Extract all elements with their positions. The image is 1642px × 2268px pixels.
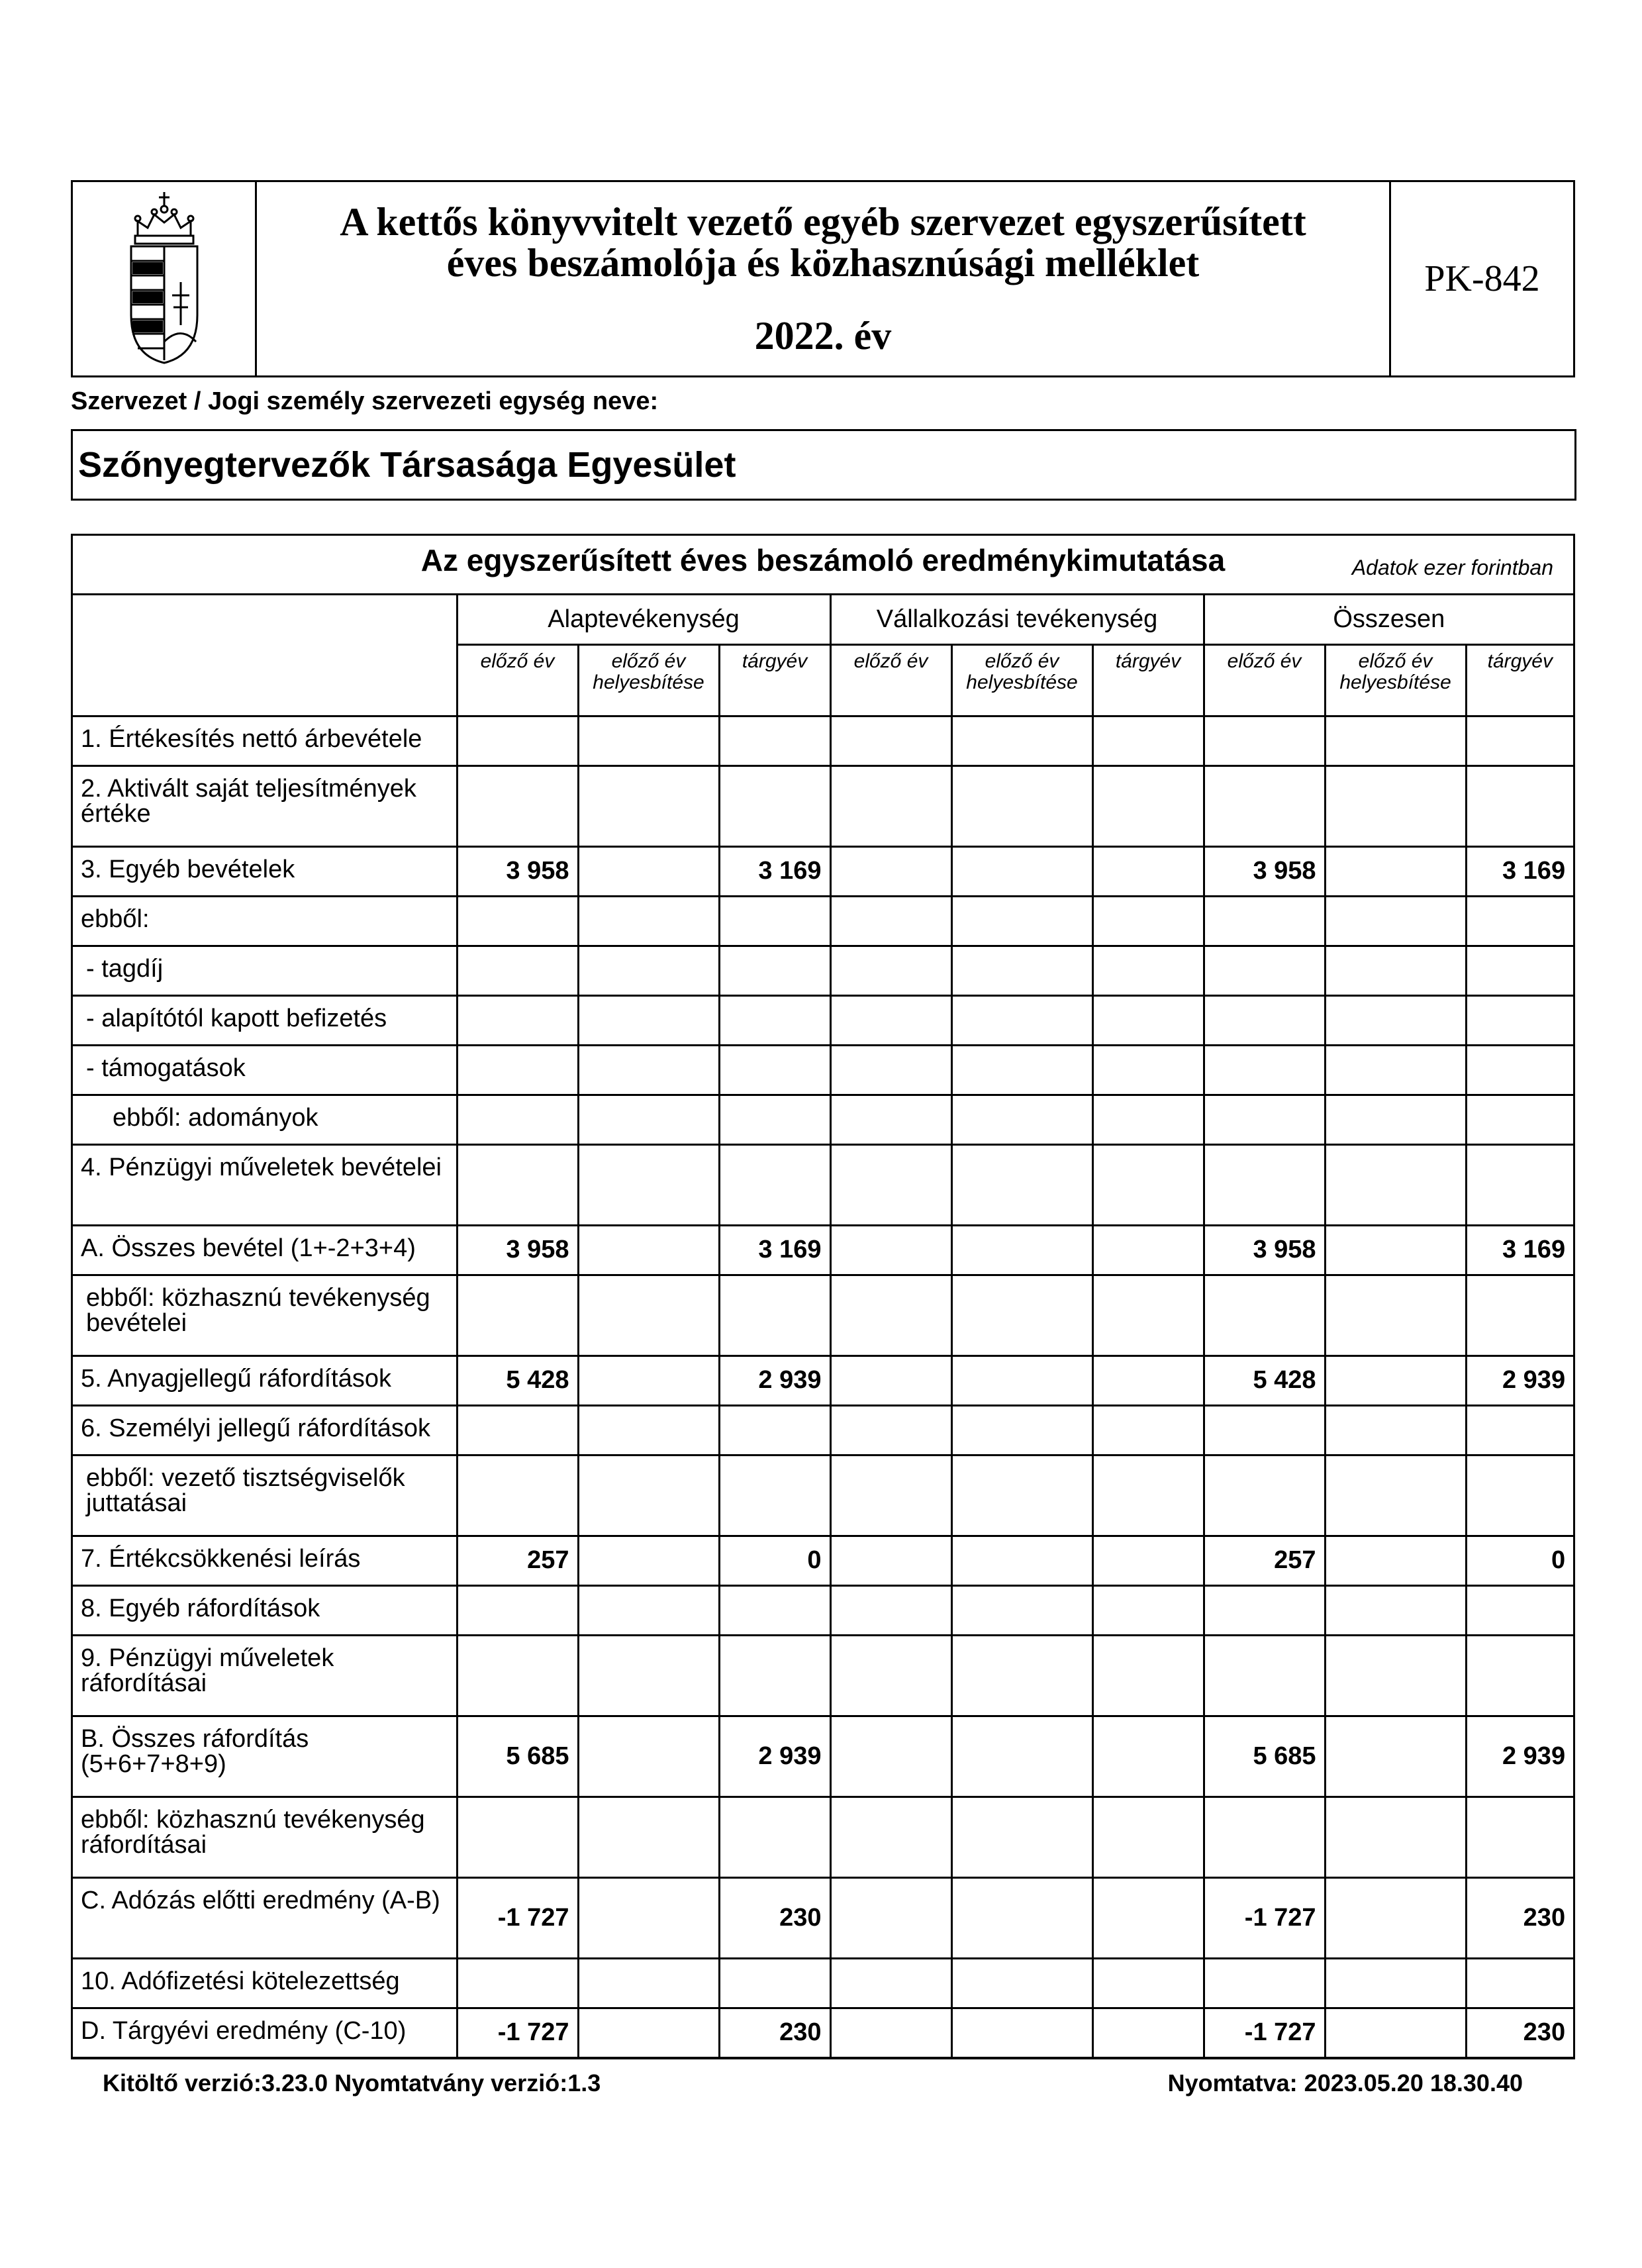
value-cell — [951, 1536, 1092, 1585]
table-row — [73, 716, 1573, 765]
value-cell — [719, 896, 830, 946]
value-cell — [830, 946, 951, 995]
value-cell — [719, 765, 830, 846]
value-cell — [951, 2008, 1092, 2057]
value-cell — [830, 896, 951, 946]
organization-label: Szervezet / Jogi személy szervezeti egység neve: — [71, 387, 659, 415]
value-cell — [1092, 1405, 1204, 1455]
value-cell — [1325, 995, 1466, 1045]
table-row — [73, 1877, 1573, 1958]
value-cell — [1466, 1405, 1573, 1455]
value-cell: 3 958 — [1204, 846, 1325, 896]
value-cell: 3 958 — [457, 846, 578, 896]
value-cell — [830, 846, 951, 896]
row-label: A. Összes bevétel (1+-2+3+4) — [73, 1225, 457, 1275]
value-cell — [1092, 1958, 1204, 2008]
value-cell — [1325, 1225, 1466, 1275]
value-cell — [719, 1797, 830, 1877]
crest-cell — [73, 182, 257, 375]
value-cell — [1204, 1405, 1325, 1455]
value-cell — [1092, 1635, 1204, 1716]
value-cell — [457, 1455, 578, 1536]
value-cell: -1 727 — [457, 2008, 578, 2057]
value-cell: 230 — [1466, 1877, 1573, 1958]
value-cell — [1325, 1797, 1466, 1877]
value-cell — [830, 1877, 951, 1958]
value-cell — [830, 1045, 951, 1095]
table-row — [73, 1045, 1573, 1095]
value-cell — [1466, 896, 1573, 946]
subheader-elozo-ev: előző év — [457, 644, 578, 716]
value-cell — [1092, 1225, 1204, 1275]
statement-title: Az egyszerűsített éves beszámoló eredménykimutatása — [420, 543, 1226, 577]
value-cell — [1466, 716, 1573, 765]
value-cell — [830, 1144, 951, 1225]
value-cell — [457, 1045, 578, 1095]
value-cell — [578, 896, 719, 946]
value-cell — [951, 1797, 1092, 1877]
value-cell — [951, 765, 1092, 846]
value-cell: -1 727 — [457, 1877, 578, 1958]
value-cell — [578, 1405, 719, 1455]
value-cell: -1 727 — [1204, 1877, 1325, 1958]
value-cell — [951, 1635, 1092, 1716]
value-cell: 257 — [457, 1536, 578, 1585]
value-cell: 2 939 — [719, 1716, 830, 1797]
value-cell — [1325, 1455, 1466, 1536]
value-cell — [1466, 946, 1573, 995]
value-cell — [457, 1144, 578, 1225]
table-row — [73, 1536, 1573, 1585]
value-cell: 3 169 — [1466, 1225, 1573, 1275]
row-label: B. Összes ráfordítás (5+6+7+8+9) — [73, 1716, 457, 1797]
value-cell — [719, 1635, 830, 1716]
value-cell — [951, 995, 1092, 1045]
value-cell — [830, 1455, 951, 1536]
value-cell — [1466, 1455, 1573, 1536]
row-label: - tagdíj — [73, 946, 457, 995]
table-row — [73, 1958, 1573, 2008]
value-cell — [578, 1797, 719, 1877]
value-cell — [1466, 1635, 1573, 1716]
value-cell: 3 169 — [1466, 846, 1573, 896]
value-cell — [1325, 1405, 1466, 1455]
row-label: D. Tárgyévi eredmény (C-10) — [73, 2008, 457, 2057]
value-cell — [830, 1536, 951, 1585]
form-code: PK-842 — [1424, 258, 1540, 299]
value-cell — [1204, 896, 1325, 946]
value-cell — [1092, 1536, 1204, 1585]
version-info: Kitöltő verzió:3.23.0 Nyomtatvány verzió:1.3 — [103, 2069, 601, 2096]
value-cell — [1092, 846, 1204, 896]
value-cell — [719, 1455, 830, 1536]
value-cell — [951, 1405, 1092, 1455]
value-cell — [951, 1958, 1092, 2008]
table-row — [73, 1585, 1573, 1635]
organization-name: Szőnyegtervezők Társasága Egyesület — [71, 429, 1576, 501]
value-cell — [719, 1095, 830, 1144]
value-cell — [830, 716, 951, 765]
value-cell — [578, 716, 719, 765]
value-cell — [1092, 896, 1204, 946]
value-cell — [951, 896, 1092, 946]
value-cell — [830, 1635, 951, 1716]
value-cell — [1466, 1275, 1573, 1356]
value-cell — [1092, 765, 1204, 846]
value-cell — [830, 1356, 951, 1405]
value-cell — [1325, 716, 1466, 765]
value-cell: 230 — [1466, 2008, 1573, 2057]
value-cell — [719, 1144, 830, 1225]
value-cell — [578, 1144, 719, 1225]
value-cell — [1204, 1958, 1325, 2008]
value-cell — [830, 2008, 951, 2057]
value-cell — [830, 1225, 951, 1275]
value-cell — [578, 765, 719, 846]
value-cell — [578, 846, 719, 896]
group-header-alap: Alaptevékenység — [457, 595, 830, 644]
value-cell — [951, 946, 1092, 995]
value-cell — [1325, 1356, 1466, 1405]
value-cell — [578, 1356, 719, 1405]
table-row — [73, 1095, 1573, 1144]
value-cell — [578, 946, 719, 995]
value-cell — [1204, 716, 1325, 765]
value-cell: 5 685 — [1204, 1716, 1325, 1797]
value-cell — [1466, 1585, 1573, 1635]
value-cell — [830, 765, 951, 846]
group-header-osszesen: Összesen — [1204, 595, 1573, 644]
value-cell — [830, 1275, 951, 1356]
value-cell — [1325, 1275, 1466, 1356]
value-cell: 2 939 — [719, 1356, 830, 1405]
value-cell — [1204, 1635, 1325, 1716]
value-cell — [830, 1958, 951, 2008]
value-cell — [1204, 1144, 1325, 1225]
value-cell — [457, 946, 578, 995]
form-title-line2: éves beszámolója és közhasznúsági melléklet — [446, 241, 1200, 285]
value-cell: 230 — [719, 1877, 830, 1958]
value-cell — [1466, 995, 1573, 1045]
value-cell — [1466, 1797, 1573, 1877]
value-cell — [457, 896, 578, 946]
table-row — [73, 1225, 1573, 1275]
value-cell — [951, 1275, 1092, 1356]
value-cell — [578, 1958, 719, 2008]
value-cell — [951, 846, 1092, 896]
value-cell — [1092, 1797, 1204, 1877]
row-label: 5. Anyagjellegű ráfordítások — [73, 1356, 457, 1405]
subheader-elozo-ev: előző év — [830, 644, 951, 716]
value-cell — [951, 1144, 1092, 1225]
value-cell — [951, 1045, 1092, 1095]
value-cell — [719, 716, 830, 765]
value-cell — [830, 995, 951, 1045]
print-timestamp: Nyomtatva: 2023.05.20 18.30.40 — [1167, 2069, 1523, 2096]
income-statement — [71, 534, 1575, 2059]
value-cell: 5 685 — [457, 1716, 578, 1797]
value-cell — [578, 1275, 719, 1356]
form-year: 2022. év — [754, 314, 892, 358]
value-cell: 3 169 — [719, 846, 830, 896]
row-label: 9. Pénzügyi műveletek ráfordításai — [73, 1635, 457, 1716]
value-cell — [1092, 1716, 1204, 1797]
value-cell — [719, 1045, 830, 1095]
value-cell — [951, 1455, 1092, 1536]
group-header-vallalkozasi: Vállalkozási tevékenység — [830, 595, 1204, 644]
statement-title-bar — [73, 536, 1573, 595]
label-header-cell — [73, 595, 457, 716]
table-row — [73, 1455, 1573, 1536]
value-cell — [1325, 1536, 1466, 1585]
row-label: 2. Aktivált saját teljesítmények értéke — [73, 765, 457, 846]
value-cell — [1466, 765, 1573, 846]
table-row — [73, 765, 1573, 846]
value-cell — [1325, 1144, 1466, 1225]
value-cell: 3 958 — [1204, 1225, 1325, 1275]
value-cell — [1466, 1045, 1573, 1095]
value-cell — [1204, 765, 1325, 846]
value-cell — [951, 1877, 1092, 1958]
subheader-targyev: tárgyév — [719, 644, 830, 716]
value-cell — [1092, 1144, 1204, 1225]
value-cell: 3 169 — [719, 1225, 830, 1275]
value-cell: 5 428 — [457, 1356, 578, 1405]
table-row — [73, 2008, 1573, 2057]
row-label: - támogatások — [73, 1045, 457, 1095]
value-cell — [1325, 765, 1466, 846]
table-row — [73, 1356, 1573, 1405]
value-cell — [1204, 1797, 1325, 1877]
value-cell — [1092, 2008, 1204, 2057]
value-cell — [578, 1716, 719, 1797]
value-cell — [951, 1095, 1092, 1144]
value-cell — [719, 1275, 830, 1356]
row-label: 10. Adófizetési kötelezettség — [73, 1958, 457, 2008]
value-cell — [1325, 896, 1466, 946]
value-cell — [578, 1585, 719, 1635]
value-cell — [1325, 1095, 1466, 1144]
value-cell: -1 727 — [1204, 2008, 1325, 2057]
value-cell — [1325, 946, 1466, 995]
value-cell — [951, 1585, 1092, 1635]
value-cell — [719, 995, 830, 1045]
value-cell — [578, 1045, 719, 1095]
subheader-helyesbites: előző év helyesbítése — [1325, 644, 1466, 716]
value-cell — [457, 1095, 578, 1144]
subheader-targyev: tárgyév — [1092, 644, 1204, 716]
row-label: 6. Személyi jellegű ráfordítások — [73, 1405, 457, 1455]
subheader-helyesbites: előző év helyesbítése — [578, 644, 719, 716]
value-cell — [1325, 1635, 1466, 1716]
table-row — [73, 995, 1573, 1045]
statement-table — [73, 595, 1573, 2059]
value-cell — [457, 1797, 578, 1877]
value-cell — [457, 716, 578, 765]
form-title-cell — [257, 182, 1391, 375]
value-cell — [1204, 1585, 1325, 1635]
row-label: C. Adózás előtti eredmény (A-B) — [73, 1877, 457, 1958]
value-cell: 0 — [719, 1536, 830, 1585]
value-cell — [578, 1877, 719, 1958]
value-cell — [457, 995, 578, 1045]
value-cell — [578, 2008, 719, 2057]
table-row — [73, 1797, 1573, 1877]
value-cell — [1092, 1275, 1204, 1356]
value-cell: 2 939 — [1466, 1356, 1573, 1405]
value-cell — [457, 1635, 578, 1716]
row-label: ebből: adományok — [73, 1095, 457, 1144]
value-cell — [951, 1356, 1092, 1405]
value-cell — [1204, 1045, 1325, 1095]
value-cell — [1325, 1045, 1466, 1095]
row-label: 4. Pénzügyi műveletek bevételei — [73, 1144, 457, 1225]
value-cell: 5 428 — [1204, 1356, 1325, 1405]
value-cell — [1092, 1877, 1204, 1958]
row-label: - alapítótól kapott befizetés — [73, 995, 457, 1045]
value-cell — [1204, 995, 1325, 1045]
row-label: 1. Értékesítés nettó árbevétele — [73, 716, 457, 765]
row-label: ebből: közhasznú tevékenység ráfordításai — [73, 1797, 457, 1877]
value-cell — [951, 716, 1092, 765]
value-cell — [578, 1635, 719, 1716]
value-cell — [1204, 946, 1325, 995]
value-cell — [1092, 946, 1204, 995]
value-cell — [1092, 1455, 1204, 1536]
value-cell: 2 939 — [1466, 1716, 1573, 1797]
value-cell — [1204, 1455, 1325, 1536]
value-cell — [1466, 1144, 1573, 1225]
table-row — [73, 1635, 1573, 1716]
coat-of-arms-icon — [118, 189, 211, 368]
table-row — [73, 946, 1573, 995]
value-cell — [578, 1455, 719, 1536]
value-cell — [578, 1095, 719, 1144]
value-cell — [951, 1225, 1092, 1275]
table-row — [73, 896, 1573, 946]
value-cell — [1325, 846, 1466, 896]
value-cell — [830, 1095, 951, 1144]
unit-note: Adatok ezer forintban — [1351, 556, 1553, 579]
value-cell — [457, 765, 578, 846]
value-cell — [1204, 1095, 1325, 1144]
table-row — [73, 846, 1573, 896]
table-row — [73, 1405, 1573, 1455]
value-cell: 3 958 — [457, 1225, 578, 1275]
table-row — [73, 1716, 1573, 1797]
value-cell — [1325, 2008, 1466, 2057]
row-label: 8. Egyéb ráfordítások — [73, 1585, 457, 1635]
value-cell: 230 — [719, 2008, 830, 2057]
table-row — [73, 1275, 1573, 1356]
value-cell — [830, 1716, 951, 1797]
value-cell — [830, 1585, 951, 1635]
value-cell — [1325, 1585, 1466, 1635]
value-cell — [1466, 1095, 1573, 1144]
value-cell — [1325, 1877, 1466, 1958]
value-cell — [1092, 1095, 1204, 1144]
value-cell: 257 — [1204, 1536, 1325, 1585]
value-cell — [457, 1585, 578, 1635]
value-cell — [1325, 1958, 1466, 2008]
value-cell — [719, 1585, 830, 1635]
table-row — [73, 1144, 1573, 1225]
form-header — [71, 180, 1575, 377]
value-cell — [457, 1405, 578, 1455]
subheader-targyev: tárgyév — [1466, 644, 1573, 716]
value-cell: 0 — [1466, 1536, 1573, 1585]
row-label: ebből: — [73, 896, 457, 946]
row-label: ebből: közhasznú tevékenység bevételei — [73, 1275, 457, 1356]
value-cell — [1466, 1958, 1573, 2008]
value-cell — [830, 1797, 951, 1877]
value-cell — [1092, 716, 1204, 765]
row-label: 3. Egyéb bevételek — [73, 846, 457, 896]
form-title-line1: A kettős könyvvitelt vezető egyéb szervezet egyszerűsített — [340, 200, 1306, 244]
value-cell — [1092, 1585, 1204, 1635]
value-cell — [830, 1405, 951, 1455]
value-cell — [1325, 1716, 1466, 1797]
value-cell — [719, 946, 830, 995]
value-cell — [578, 1536, 719, 1585]
value-cell — [1092, 995, 1204, 1045]
value-cell — [1092, 1045, 1204, 1095]
value-cell — [951, 1716, 1092, 1797]
row-label: 7. Értékcsökkenési leírás — [73, 1536, 457, 1585]
value-cell — [457, 1275, 578, 1356]
value-cell — [578, 1225, 719, 1275]
value-cell — [719, 1958, 830, 2008]
subheader-elozo-ev: előző év — [1204, 644, 1325, 716]
value-cell — [719, 1405, 830, 1455]
value-cell — [578, 995, 719, 1045]
value-cell — [1204, 1275, 1325, 1356]
subheader-helyesbites: előző év helyesbítése — [951, 644, 1092, 716]
value-cell — [457, 1958, 578, 2008]
value-cell — [1092, 1356, 1204, 1405]
row-label: ebből: vezető tisztségviselők juttatásai — [73, 1455, 457, 1536]
